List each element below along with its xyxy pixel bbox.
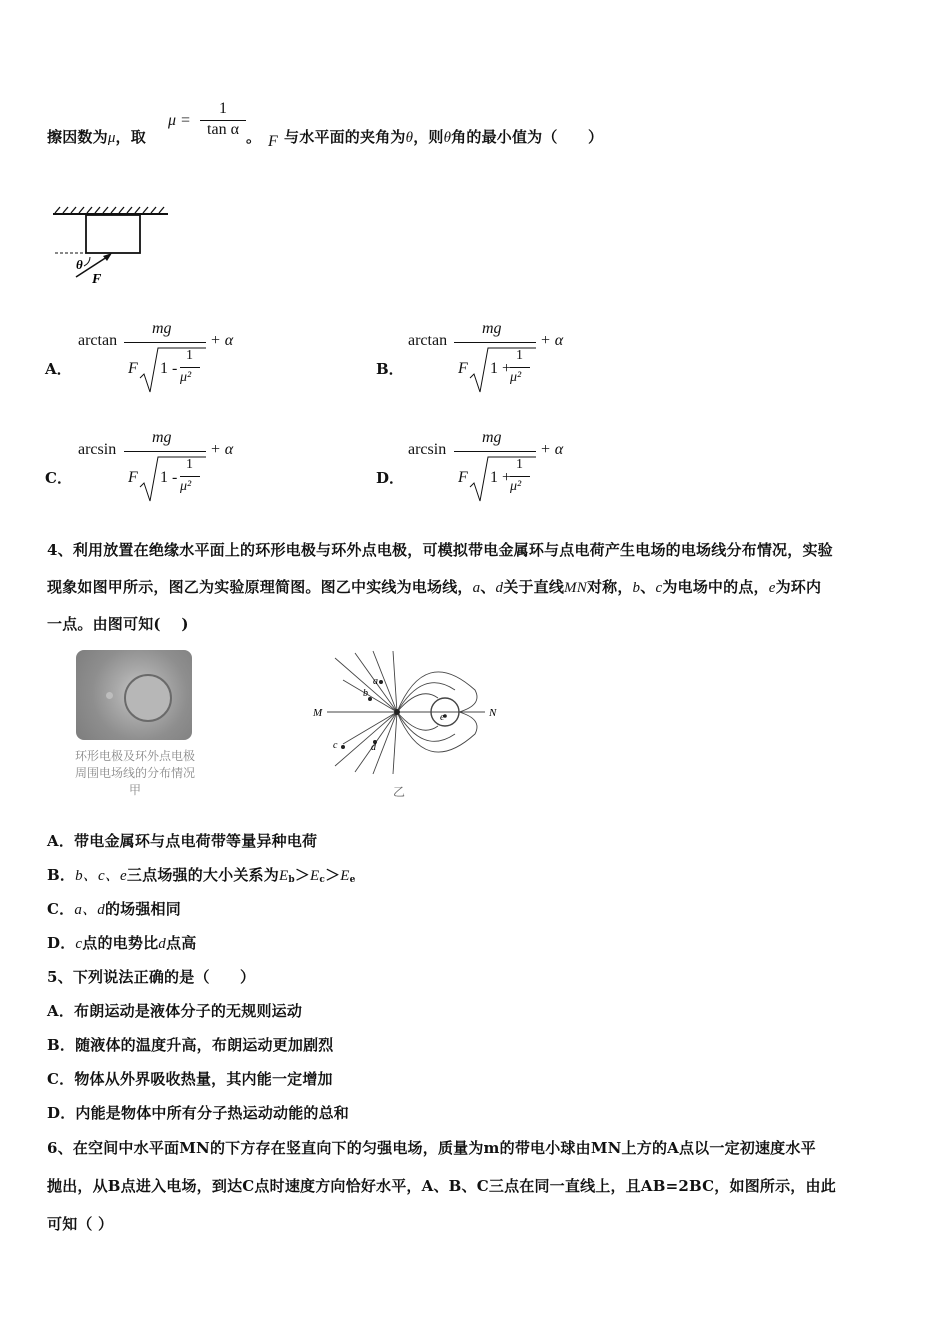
formula-bar [124,342,206,343]
q4-fig-c: c [333,740,338,751]
q4-option-b-label: B． [47,866,76,884]
q3-stem-tail [284,126,603,147]
formula-mg: mg [482,320,502,337]
formula-mg: mg [152,320,172,337]
q3-F: F [268,133,278,150]
q5-option-c: C．物体从外界吸收热量，其内能一定增加 [47,1070,333,1088]
q4-fig-N: N [489,707,497,719]
formula-sign: 1 - [160,360,178,377]
formula-mu2: μ² [510,479,522,494]
q3-stem-prefix: 擦因数为 [47,128,108,146]
q4-sep1: 、 [480,578,496,596]
q3-option-formula [78,431,248,507]
q4-line2-d: 为电场中的点， [662,578,769,596]
q4-line2 [47,576,821,597]
q4-option-b-vars: b、c、e [75,868,127,884]
q3-fig-F: F [92,272,102,287]
q4-sub-b: b [288,875,295,885]
q3-stem [47,126,146,147]
q3-take: ，取 [115,128,146,146]
formula-sign: 1 + [490,360,512,377]
q4-gt2: ＞ [325,866,341,884]
q4-fig-e: e [440,712,445,723]
formula-plus-alpha: + α [210,441,234,458]
q6-line1: 6、在空间中水平面MN的下方存在竖直向下的匀强电场，质量为m的带电小球由MN上方的A点以一定初速度水平 [47,1139,816,1157]
q4-option-c [47,898,181,919]
formula-F: F [128,469,138,486]
q4-line1: 4、利用放置在绝缘水平面上的环形电极与环外点电极，可模拟带电金属环与点电荷产生电场的电场线分布情况，实验 [47,541,833,559]
formula-inner-bar [510,367,530,368]
q4-var-a: a [472,580,481,596]
q6-line3: 可知（ ） [47,1215,114,1233]
formula-mg: mg [152,429,172,446]
q4-fig-yi: 乙 [393,785,406,799]
q4-option-d-mid: 点的电势比 [82,934,159,952]
q4-option-d-label: D． [47,934,76,952]
q4-gt1: ＞ [294,866,311,884]
q4-fig-a: a [373,676,378,687]
q4-fig-b: b [363,688,368,699]
q3-figure [50,205,175,290]
q4-E3: E [340,868,350,884]
q4-option-c-text: 的场强相同 [104,900,181,918]
q3-period: 。 [246,128,262,146]
q3-option-label: C． [45,469,72,487]
formula-func: arctan [408,332,448,349]
formula-inner-bar [180,367,200,368]
formula-func: arctan [78,332,118,349]
q3-theta: θ [405,130,414,146]
formula-mu2: μ² [180,370,192,385]
q4-var-d: d [495,580,504,596]
q3-option-label: B． [376,360,404,378]
q4-line2-b: 关于直线 [503,578,565,596]
formula-num-one: 1 [186,457,193,472]
q3-fig-theta: θ [76,257,83,272]
q4-sub-c: c [319,875,326,885]
q4-option-d-text: 点高 [166,934,197,952]
formula-F: F [458,360,468,377]
q4-photo-caption [56,748,214,799]
q3-theta-2: θ [443,130,452,146]
q4-sub-e: e [349,875,356,885]
q4-option-a: A．带电金属环与点电荷带等量异种电荷 [47,832,318,850]
q4-option-b [47,864,356,885]
formula-plus-alpha: + α [540,332,564,349]
q4-line2-e: 为环内 [775,578,822,596]
q3-mu: μ [107,130,116,146]
q5-option-a: A．布朗运动是液体分子的无规则运动 [47,1002,303,1020]
q4-option-c-label: C． [47,900,75,918]
q3-option-label: D． [376,469,405,487]
formula-num-one: 1 [516,348,523,363]
q3-frac-den: tan α [207,121,239,138]
q4-line2-c: 对称， [586,578,633,596]
formula-func: arcsin [78,441,117,458]
q3-option-formula [408,431,578,507]
formula-func: arcsin [408,441,447,458]
formula-inner-bar [180,476,200,477]
q4-var-e: e [768,580,776,596]
formula-mg: mg [482,429,502,446]
q4-E2: E [310,868,320,884]
formula-sign: 1 - [160,469,178,486]
q4-option-d [47,932,196,953]
q4-fig-d: d [371,742,376,753]
formula-mu2: μ² [510,370,522,385]
q3-option-formula [78,322,248,398]
q3-option-label: A． [45,360,72,378]
q4-caption-line3: 甲 [128,783,141,797]
q4-E1: E [278,868,289,884]
q5-option-b: B．随液体的温度升高，布朗运动更加剧烈 [47,1036,334,1054]
q4-photo-ring [124,674,172,722]
q4-option-b-mid: 三点场强的大小关系为 [126,866,279,884]
q4-option-c-vars: a、d [74,902,105,918]
q3-mu-def [168,112,191,130]
q4-var-b: b [632,580,641,596]
formula-num-one: 1 [186,348,193,363]
q4-caption-line1: 环形电极及环外点电极 [74,749,195,763]
q3-mu-eq: μ = [168,112,191,129]
q4-caption-line2: 周围电场线的分布情况 [74,766,195,780]
q4-fig-M: M [313,707,323,719]
formula-inner-bar [510,476,530,477]
q5-stem: 5、下列说法正确的是（ ） [47,968,256,986]
q3-frac [200,100,246,139]
q6-line2: 抛出，从B点进入电场，到达C点时速度方向恰好水平，A、B、C三点在同一直线上，且AB=2BC，如图所示，由此 [47,1177,836,1195]
q5-option-d: D．内能是物体中所有分子热运动动能的总和 [47,1104,350,1122]
q3-suffix-b: ，则 [413,128,444,146]
q4-photo-point [106,692,113,699]
formula-num-one: 1 [516,457,523,472]
formula-plus-alpha: + α [210,332,234,349]
q4-line2-a: 现象如图甲所示，图乙为实验原理简图。图乙中实线为电场线， [47,578,473,596]
q4-field-diagram [305,650,515,800]
q3-option-formula [408,322,578,398]
q4-option-d-d: d [158,936,166,952]
formula-F: F [458,469,468,486]
formula-bar [454,342,536,343]
formula-plus-alpha: + α [540,441,564,458]
q3-suffix-a: 与水平面的夹角为 [284,128,406,146]
q3-frac-num: 1 [200,100,246,121]
formula-F: F [128,360,138,377]
q3-suffix-c: 角的最小值为（ ） [451,128,604,146]
q4-option-d-c: c [75,936,83,952]
q4-sep2: 、 [640,578,656,596]
q4-photo [76,650,192,740]
q4-line3: 一点。由图可知( ) [47,615,189,633]
formula-bar [454,451,536,452]
q4-var-c: c [655,580,663,596]
q4-var-MN: MN [564,580,587,596]
formula-mu2: μ² [180,479,192,494]
formula-sign: 1 + [490,469,512,486]
q3-stem-rest [246,126,261,147]
formula-bar [124,451,206,452]
